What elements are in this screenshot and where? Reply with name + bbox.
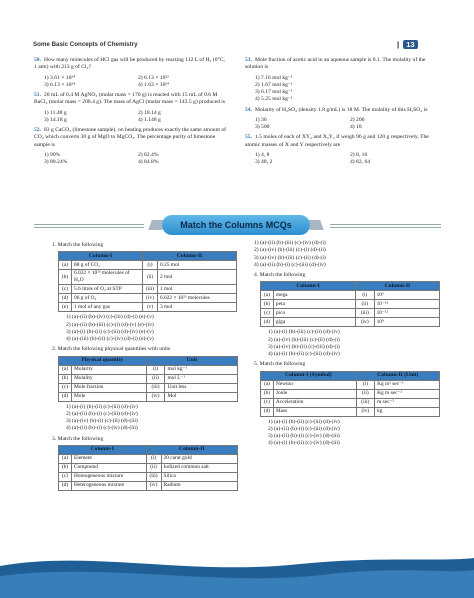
answer-option[interactable]: 2) 6.13 × 10²² — [138, 74, 169, 81]
table-cell: mega — [273, 291, 355, 300]
table-row — [59, 392, 238, 401]
column-1-header: Column-I — [261, 282, 356, 291]
answer-option[interactable]: 1) (a)-(i) (b)-(iii) (c)-(ii) (d)-(iv) — [268, 329, 340, 336]
answer-option[interactable]: 1) 36 — [255, 116, 267, 123]
table-cell: giga — [273, 318, 355, 327]
column-2-header: Column-II — [356, 282, 440, 291]
table-cell: (iv) — [146, 481, 161, 490]
question-text: Molarity of H₂SO₄ (density 1.8 g/mL) is 18 M. The molality of this H₂SO₄ is — [255, 106, 428, 113]
table-cell: 96 g of O₂ — [72, 294, 143, 303]
table-cell: (b) — [59, 374, 72, 383]
answer-option[interactable]: 1) 4, 8 — [255, 151, 270, 158]
table-row — [261, 407, 440, 416]
answer-option[interactable]: 4) (a)-(ii) (b)-(i) (c)-(iv) (d)-(iii) — [66, 425, 138, 432]
table-row — [59, 285, 237, 294]
question — [245, 134, 441, 149]
answer-option[interactable]: 3) 88.24% — [44, 159, 68, 166]
table-cell: Compound — [71, 463, 146, 472]
question-number: 55. — [245, 134, 252, 141]
answer-option[interactable]: 4) 1.148 g — [138, 116, 161, 123]
table-header-row — [59, 252, 237, 261]
table-row — [261, 380, 440, 389]
answer-option[interactable]: 3) (a)-(iv) (b)-(iii) (c)-(ii) (d)-(i) — [254, 254, 326, 261]
column-1-header: Physical quantity — [59, 356, 147, 365]
answer-option[interactable]: 4) 82, 64 — [350, 159, 371, 166]
table-row — [59, 472, 238, 481]
answer-option[interactable]: 4) 18 — [350, 124, 362, 131]
table-cell: (i) — [356, 291, 375, 300]
right-questions — [245, 57, 441, 169]
match-question-label: 1. Match the following — [52, 242, 104, 248]
table-cell: (iii) — [146, 472, 161, 481]
table-header-row — [59, 445, 238, 454]
question-number: 52. — [34, 127, 41, 134]
table-cell: Mole fraction — [71, 383, 146, 392]
table-row — [59, 270, 237, 285]
answer-option[interactable]: 2) 1.67 mol kg⁻¹ — [255, 81, 293, 88]
table-cell: Iodized common salt — [161, 463, 237, 472]
table-cell: Mass — [273, 407, 356, 416]
table-cell: Homogeneous mixture — [71, 472, 146, 481]
table-cell: peta — [273, 300, 355, 309]
table-cell: (i) — [146, 454, 161, 463]
answer-option[interactable]: 3) 6.13 × 10²⁴ — [44, 81, 76, 88]
answer-option[interactable]: 1) (a)-(i) (b)-(ii) (c)-(iii) (d)-(iv) — [66, 403, 138, 410]
column-2-header: Column-II (Unit) — [356, 371, 439, 380]
answer-options — [34, 110, 228, 125]
table-cell: (i) — [143, 261, 158, 270]
table-row — [261, 291, 440, 300]
question-text: 1.5 moles of each of XY₂ and X₃Y₂ if weigh 96 g and 120 g respectively. The atomic masses of X and Y respectively are — [245, 134, 429, 148]
answer-option[interactable]: 1) (a)-(i) (b)-(ii) (c)-(iii) (d)-(iv) — [268, 418, 340, 425]
answer-option[interactable]: 4) 1.63 × 10²⁴ — [138, 81, 170, 88]
question — [245, 107, 441, 114]
table-cell: 2 mol — [158, 270, 237, 285]
table-cell: 10⁹ — [374, 318, 439, 327]
answer-option[interactable]: 2) (a)-(ii) (b)-(i) (c)-(iii) (d)-(iv) — [268, 425, 340, 432]
table-cell: (iv) — [356, 407, 375, 416]
answer-option[interactable]: 2) (a)-(ii) (b)-(iii) (c)-(i) (d)-(v) (e)-(iv) — [66, 321, 154, 328]
question-number: 50. — [34, 57, 41, 63]
table-cell: 10⁶ — [374, 291, 439, 300]
table-cell: (c) — [59, 472, 72, 481]
column-1-header: Column-I — [59, 252, 143, 261]
table-cell: (v) — [143, 303, 158, 312]
table-cell: Mole — [71, 392, 146, 401]
answer-options — [34, 75, 228, 90]
match-table — [58, 251, 237, 312]
table-cell: 6.022 × 10²³ molecules — [158, 294, 237, 303]
running-header: Some Basic Concepts of Chemistry — [33, 41, 138, 48]
divider-left — [34, 224, 144, 228]
table-cell: mol kg⁻¹ — [165, 365, 238, 374]
table-cell: (a) — [59, 454, 72, 463]
answer-option[interactable]: 4) (a)-(i) (b)-(ii) (c)-(iv) (d)-(iii) — [268, 440, 340, 447]
table-header-row — [59, 356, 238, 365]
footer-wave — [0, 548, 474, 598]
table-cell: 3 mol — [158, 303, 237, 312]
table-cell: (a) — [261, 380, 274, 389]
match-question-label: 4. Match the following — [254, 272, 306, 279]
question-text: 20 mL of 0.4 M AgNO₃ (molar mass = 170 g) is reacted with 15 mL of 0.6 M BaCl₂ (molar mass = 208.4 g). The mass of AgCl (molar mass = 143.5 g) produced is — [34, 92, 226, 106]
table-cell: (c) — [59, 285, 72, 294]
column-2-header: Column-II — [146, 445, 237, 454]
table-cell: (a) — [261, 291, 274, 300]
answer-option[interactable]: 2) 18.14 g — [138, 109, 161, 116]
table-cell: Acceleration — [273, 398, 356, 407]
table-cell: (ii) — [146, 463, 161, 472]
answer-option[interactable]: 1) (a)-(ii) (b)-(iv) (c)-(iii) (d)-(i) (e)-(v) — [66, 314, 154, 321]
match-options — [260, 329, 440, 358]
answer-option[interactable]: 1) (a)-(ii) (b)-(iii) (c)-(iv) (d)-(i) — [254, 240, 326, 246]
answer-options — [245, 117, 441, 132]
column-1-header: Column-I — [59, 445, 147, 454]
answer-option[interactable]: 3) (a)-(iv) (b)-(i) (c)-(ii) (d)-(iii) — [66, 418, 138, 425]
table-cell: (c) — [59, 383, 72, 392]
table-cell: (iii) — [356, 398, 375, 407]
answer-option[interactable]: 3) (a)-(iv) (b)-(ii) (c)-(iii) (d)-(i) — [268, 343, 340, 350]
table-cell: Kg m² sec⁻² — [375, 380, 440, 389]
table-cell: kg — [375, 407, 440, 416]
table-row — [59, 303, 237, 312]
answer-option[interactable]: 4) (a)-(ii) (b)-(i) (c)-(iii) (d)-(iv) — [254, 261, 326, 268]
answer-option[interactable]: 2) (a)-(ii) (b)-(i) (c)-(iii) (d)-(iv) — [66, 410, 138, 417]
answer-option[interactable]: 4) (a)-(i) (b)-(ii) (c)-(iii) (d)-(iv) — [268, 351, 340, 358]
answer-option[interactable]: 3) (a)-(i) (b)-(ii) (c)-(iii) (d)-(iv) (e)-(v) — [66, 328, 154, 335]
right-match-column — [250, 240, 440, 451]
section-banner — [150, 215, 322, 235]
table-cell: m sec⁻² — [375, 398, 440, 407]
answer-option[interactable]: 3) 14.18 g — [44, 116, 67, 123]
table-row — [59, 365, 238, 374]
table-cell: (i) — [356, 380, 375, 389]
table-row — [261, 398, 440, 407]
answer-option[interactable]: 4) 5.25 mol kg⁻¹ — [255, 96, 293, 103]
table-cell: 1 mol — [158, 285, 237, 294]
answer-option[interactable]: 1) 7.16 mol kg⁻¹ — [255, 74, 293, 81]
question-number: 54. — [245, 106, 252, 113]
table-cell: 0.25 mol — [158, 261, 237, 270]
answer-option[interactable]: 3) 6.17 mol kg⁻¹ — [255, 89, 293, 96]
table-cell: (b) — [261, 300, 274, 309]
answer-option[interactable]: 3) 500 — [255, 124, 270, 131]
question-number: 51. — [34, 92, 41, 99]
question — [245, 57, 441, 72]
match-question-label: 5. Match the following — [254, 361, 306, 368]
table-row — [59, 374, 238, 383]
answer-option[interactable]: 4) 84.8% — [138, 159, 159, 166]
table-cell: 10⁻¹⁵ — [374, 300, 439, 309]
table-row — [261, 309, 440, 318]
question-text: 83 g CaCO₃ (limestone sample), on heating produces exactly the same amount of CO₂ which converts 30 g of MgO to MgCO₃. The percentage purity of limestone sample is — [34, 127, 226, 148]
table-cell: 10⁻¹² — [374, 309, 439, 318]
table-row — [261, 300, 440, 309]
match-options — [58, 404, 238, 433]
table-cell: Molality — [71, 374, 146, 383]
table-cell: (b) — [59, 270, 72, 285]
table-cell: 20 carat gold — [161, 454, 237, 463]
table-cell: Heterogeneous mixture — [71, 481, 146, 490]
answer-option[interactable]: 3) (a)-(ii) (b)-(i) (c)-(iv) (d)-(iii) — [268, 433, 340, 440]
table-cell: (c) — [261, 398, 274, 407]
table-cell: (iv) — [356, 318, 375, 327]
table-row — [59, 463, 238, 472]
table-cell: Molarity — [71, 365, 146, 374]
table-cell: Unit less — [165, 383, 238, 392]
answer-option[interactable]: 2) 8, 16 — [350, 151, 368, 158]
table-cell: (iii) — [143, 285, 158, 294]
table-row — [261, 318, 440, 327]
table-cell: (i) — [146, 365, 165, 374]
answer-option[interactable]: 4) (a)-(iii) (b)-(ii) (c)-(iv) (d)-(i) (e)-(v) — [66, 336, 154, 343]
table-cell: Newton — [273, 380, 356, 389]
divider-right — [330, 224, 441, 228]
match-question-label: 2. Match the following physical quantities with units — [52, 346, 171, 353]
table-header-row — [261, 282, 440, 291]
table-cell: (ii) — [143, 270, 158, 285]
question — [34, 57, 228, 72]
table-row — [59, 294, 237, 303]
table-cell: Joule — [273, 389, 356, 398]
answer-option[interactable]: 1) 11.48 g — [44, 109, 67, 116]
answer-options — [245, 152, 441, 167]
question-text: How many molecules of HCl gas will be produced by reacting 112 L of H₂ (0°C, 1 atm) with 213 g of Cl₂? — [34, 57, 225, 71]
match-5-block — [254, 361, 440, 447]
table-cell: (d) — [59, 481, 72, 490]
table-cell: (d) — [261, 318, 274, 327]
match-table — [58, 445, 238, 491]
match-4-block — [254, 272, 440, 358]
table-cell: 5.6 litres of O₂ at STP — [72, 285, 143, 294]
table-cell: pico — [273, 309, 355, 318]
table-cell: 88 g of CO₂ — [72, 261, 143, 270]
match-table — [260, 371, 440, 417]
table-cell: (b) — [261, 389, 274, 398]
table-cell: Silica — [161, 472, 237, 481]
section-title: Match the Columns MCQs — [162, 215, 310, 235]
table-cell: (d) — [59, 294, 72, 303]
table-cell: Kg m sec⁻² — [375, 389, 440, 398]
table-cell: (iv) — [146, 392, 165, 401]
question — [34, 92, 228, 107]
question-text: Mole fraction of acetic acid in an aqueous sample is 0.1. The molality of the solution is — [245, 57, 426, 71]
match-table — [260, 281, 440, 327]
table-cell: (ii) — [356, 389, 375, 398]
table-row — [59, 454, 238, 463]
match-options — [260, 419, 440, 448]
table-cell: Mol — [165, 392, 238, 401]
table-row — [59, 261, 237, 270]
question — [34, 127, 228, 149]
answer-option[interactable]: 3) 48, 2 — [255, 159, 273, 166]
table-cell: Radium — [161, 481, 237, 490]
answer-option[interactable]: 2) 200 — [350, 116, 365, 123]
table-cell: 1 mol of any gas — [72, 303, 143, 312]
answer-options — [34, 152, 228, 167]
column-2-header: Unit — [146, 356, 237, 365]
match-table — [58, 356, 238, 402]
table-header-row — [261, 371, 440, 380]
table-cell: (e) — [59, 303, 72, 312]
match-options — [58, 314, 238, 343]
table-cell: (d) — [59, 392, 72, 401]
table-cell: (a) — [59, 365, 72, 374]
table-row — [59, 481, 238, 490]
page-number: | 13 — [397, 40, 418, 50]
table-cell: (ii) — [356, 300, 375, 309]
table-cell: Element — [71, 454, 146, 463]
question-number: 53. — [245, 57, 252, 63]
left-questions — [34, 57, 228, 169]
table-row — [59, 383, 238, 392]
table-row — [261, 389, 440, 398]
answer-options — [245, 75, 441, 104]
answer-option[interactable]: 1) 90% — [44, 151, 61, 158]
table-cell: 6.022 × 10²³ molecules of H₂O — [72, 270, 143, 285]
table-cell: (b) — [59, 463, 72, 472]
table-cell: mol L⁻¹ — [165, 374, 238, 383]
answer-option[interactable]: 2) (a)-(iv) (b)-(iii) (c)-(i) (d)-(ii) — [254, 247, 326, 254]
table-cell: (iii) — [146, 383, 165, 392]
answer-option[interactable]: 2) (a)-(iv) (b)-(iii) (c)-(ii) (d)-(i) — [268, 336, 340, 343]
left-match-column — [52, 240, 238, 491]
answer-option[interactable]: 2) 82.4% — [138, 151, 159, 158]
table-cell: (iv) — [143, 294, 158, 303]
table-cell: (c) — [261, 309, 274, 318]
table-cell: (a) — [59, 261, 72, 270]
column-1-header: Column-I (Symbol) — [261, 371, 357, 380]
match-question-label: 3. Match the following — [52, 435, 104, 442]
match-3-options — [250, 240, 440, 269]
table-cell: (d) — [261, 407, 274, 416]
table-cell: (iii) — [356, 309, 375, 318]
answer-option[interactable]: 1) 3.61 × 10²⁴ — [44, 74, 76, 81]
table-cell: (ii) — [146, 374, 165, 383]
column-2-header: Column-II — [143, 252, 237, 261]
